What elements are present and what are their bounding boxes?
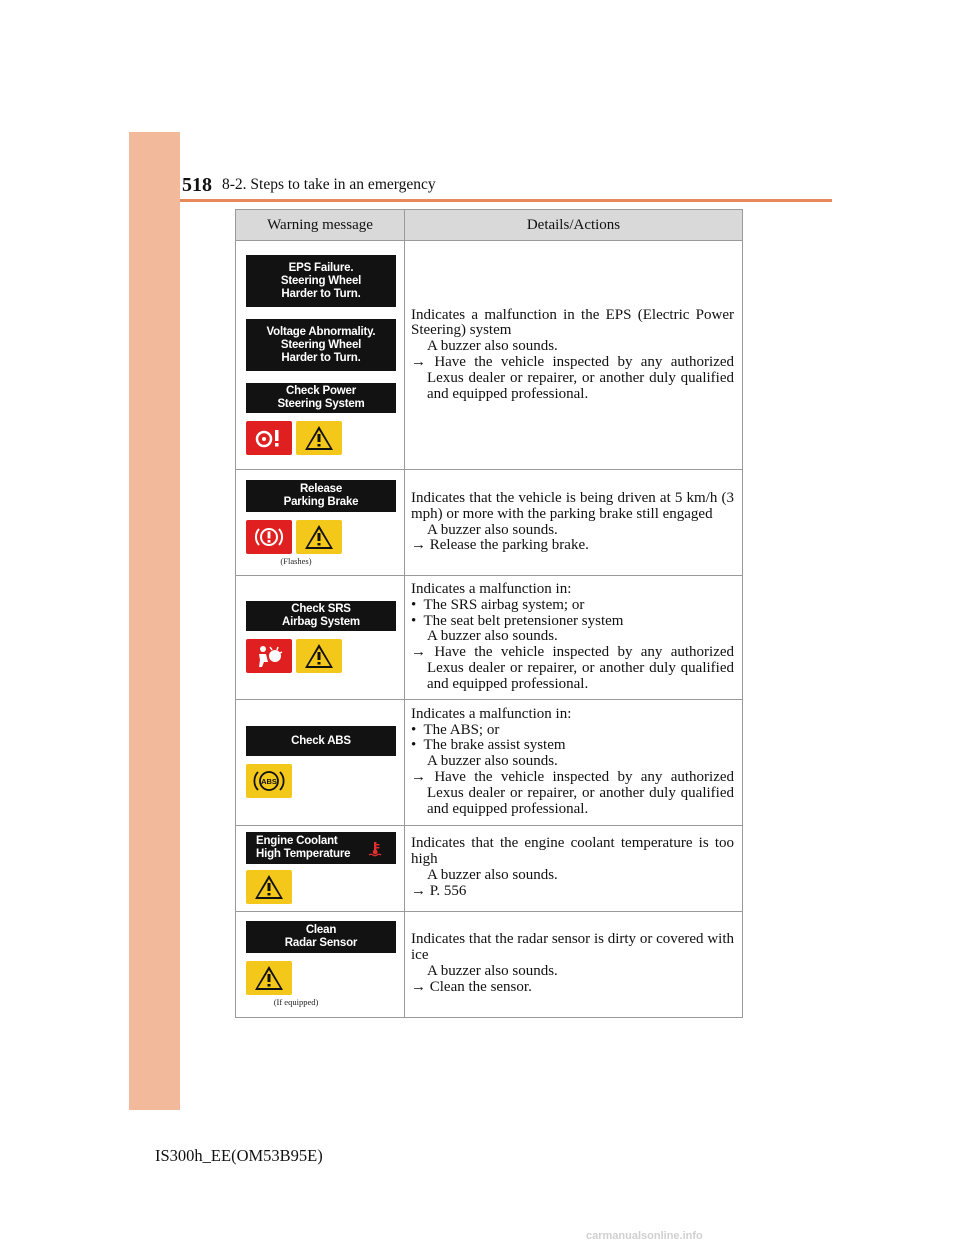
warning-display-cell	[236, 825, 405, 911]
check-srs-airbag-display: Check SRS Airbag System	[246, 601, 396, 631]
flashes-caption: (Flashes)	[280, 555, 312, 566]
column-header-details-actions: Details/Actions	[405, 210, 743, 241]
warning-display-cell	[236, 699, 405, 825]
clean-radar-sensor-display: Clean Radar Sensor	[246, 921, 396, 953]
table-row	[236, 825, 743, 911]
header-rule	[180, 199, 832, 202]
srs-airbag-icon	[246, 639, 292, 673]
if-equipped-caption: (If equipped)	[273, 997, 319, 1008]
details-actions-cell: Indicates that the radar sensor is dirty or covered with ice A buzzer also sounds. → Clean the sensor.	[405, 911, 743, 1017]
details-actions-cell: Indicates a malfunction in: • The ABS; or • The brake assist system A buzzer also sounds. → Have the vehicle inspected by any authorized Lexus dealer or repairer, or another duly qualified and equipped professional.	[405, 699, 743, 825]
warning-display-cell	[236, 576, 405, 700]
svg-text:ABS: ABS	[261, 777, 277, 787]
section-title: 8-2. Steps to take in an emergency	[222, 176, 436, 193]
master-warning-icon	[296, 421, 342, 455]
master-warning-icon	[296, 520, 342, 554]
steering-warning-icon	[246, 421, 292, 455]
details-actions-cell: Indicates a malfunction in the EPS (Electric Power Steering) system A buzzer also sounds. → Have the vehicle inspected by any authorized Lexus dealer or repairer, or another duly qualified and equipped professional.	[405, 241, 743, 470]
check-power-steering-display: Check Power Steering System	[246, 383, 396, 413]
table-header-row	[236, 210, 743, 241]
warning-message-table	[235, 209, 743, 1018]
warning-display-cell	[236, 241, 405, 470]
eps-failure-display: EPS Failure. Steering Wheel Harder to Turn.	[246, 255, 396, 307]
master-warning-icon	[246, 870, 292, 904]
table-row	[236, 576, 743, 700]
master-warning-icon	[246, 961, 292, 995]
check-abs-display: Check ABS	[246, 726, 396, 756]
watermark: carmanualsonline.info	[586, 1230, 703, 1242]
voltage-abnormality-display: Voltage Abnormality. Steering Wheel Harder to Turn.	[246, 319, 396, 371]
warning-display-cell	[236, 470, 405, 576]
abs-icon	[246, 764, 292, 798]
column-header-warning-message: Warning message	[236, 210, 405, 241]
page-number: 518	[182, 174, 212, 196]
warning-display-cell	[236, 911, 405, 1017]
coolant-temperature-icon	[368, 841, 382, 857]
parking-brake-icon	[246, 520, 292, 554]
details-actions-cell: Indicates that the vehicle is being driven at 5 km/h (3 mph) or more with the parking brake still engaged A buzzer also sounds. → Release the parking brake.	[405, 470, 743, 576]
table-row	[236, 241, 743, 470]
details-actions-cell: Indicates a malfunction in: • The SRS airbag system; or • The seat belt pretensioner system A buzzer also sounds. → Have the vehicle inspected by any authorized Lexus dealer or repairer, or another duly qualified and equipped professional.	[405, 576, 743, 700]
table-row	[236, 470, 743, 576]
release-parking-brake-display: Release Parking Brake	[246, 480, 396, 512]
master-warning-icon	[296, 639, 342, 673]
details-actions-cell: Indicates that the engine coolant temperature is too high A buzzer also sounds. → P. 556	[405, 825, 743, 911]
manual-code: IS300h_EE(OM53B95E)	[155, 1146, 323, 1165]
engine-coolant-display: Engine Coolant High Temperature	[246, 832, 396, 864]
table-row	[236, 699, 743, 825]
table-row	[236, 911, 743, 1017]
chapter-side-tab	[129, 132, 180, 1110]
